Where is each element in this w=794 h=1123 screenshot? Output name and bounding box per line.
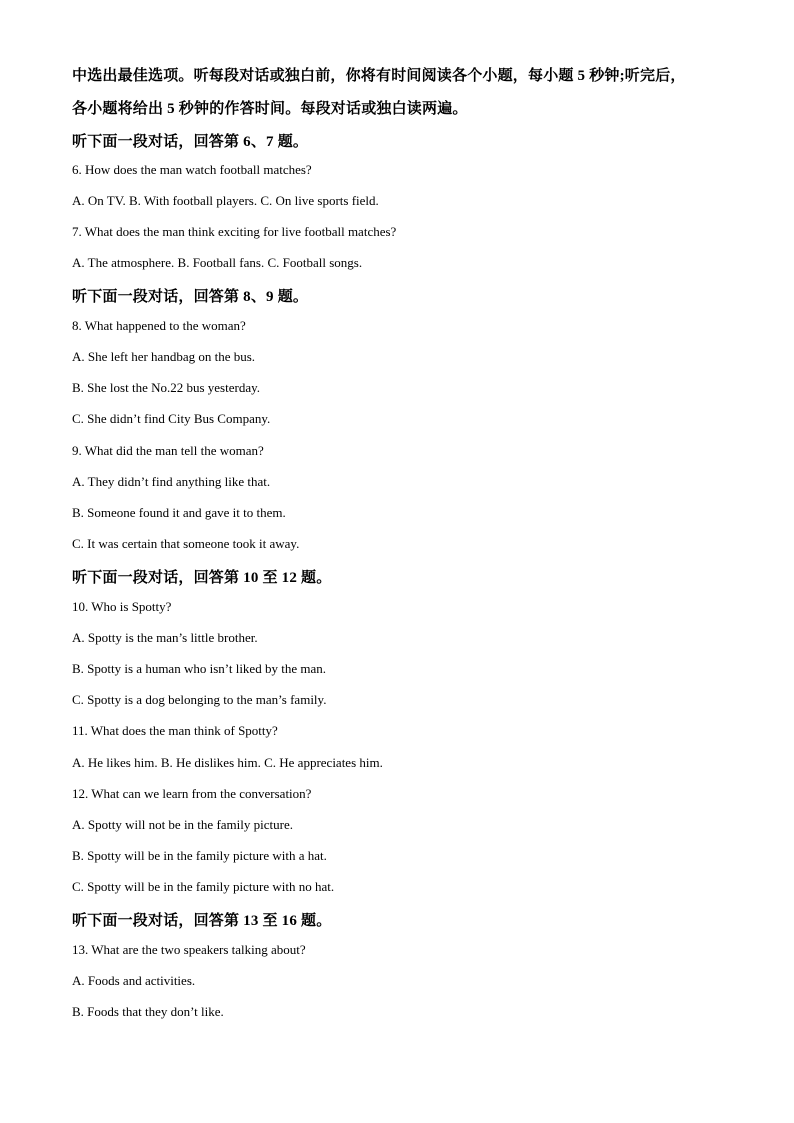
- question-13-option-b: B. Foods that they don’t like.: [72, 1004, 224, 1019]
- question-9-option-a: A. They didn’t find anything like that.: [72, 474, 271, 489]
- question-8: 8. What happened to the woman?: [72, 318, 246, 333]
- question-9-option-b: B. Someone found it and gave it to them.: [72, 505, 286, 520]
- question-12-option-b: B. Spotty will be in the family picture with a hat.: [72, 848, 327, 863]
- question-13: 13. What are the two speakers talking about?: [72, 942, 306, 957]
- section-heading-13-16: 听下面一段对话，回答第 13 至 16 题。: [72, 913, 332, 929]
- section-heading-10-12: 听下面一段对话，回答第 10 至 12 题。: [72, 570, 332, 586]
- question-6: 6. How does the man watch football matches?: [72, 162, 312, 177]
- question-8-option-b: B. She lost the No.22 bus yesterday.: [72, 380, 260, 395]
- question-12: 12. What can we learn from the conversation?: [72, 786, 312, 801]
- question-8-option-c: C. She didn’t find City Bus Company.: [72, 411, 271, 426]
- instruction-line-1: 中选出最佳选项。听每段对话或独白前，你将有时间阅读各个小题，每小题 5 秒钟;听完后，: [72, 68, 686, 84]
- question-7-options: A. The atmosphere. B. Football fans. C. Football songs.: [72, 255, 363, 270]
- question-10-option-b: B. Spotty is a human who isn’t liked by the man.: [72, 661, 326, 676]
- question-10-option-c: C. Spotty is a dog belonging to the man’s family.: [72, 692, 327, 707]
- question-12-option-c: C. Spotty will be in the family picture with no hat.: [72, 879, 335, 894]
- instruction-line-2: 各小题将给出 5 秒钟的作答时间。每段对话或独白读两遍。: [72, 101, 468, 117]
- question-7: 7. What does the man think exciting for live football matches?: [72, 224, 397, 239]
- question-10: 10. Who is Spotty?: [72, 599, 172, 614]
- section-heading-6-7: 听下面一段对话，回答第 6、7 题。: [72, 134, 309, 150]
- question-6-options: A. On TV. B. With football players. C. On live sports field.: [72, 193, 379, 208]
- question-9: 9. What did the man tell the woman?: [72, 443, 264, 458]
- section-heading-8-9: 听下面一段对话，回答第 8、9 题。: [72, 289, 309, 305]
- question-8-option-a: A. She left her handbag on the bus.: [72, 349, 256, 364]
- question-10-option-a: A. Spotty is the man’s little brother.: [72, 630, 258, 645]
- question-11-options: A. He likes him. B. He dislikes him. C. He appreciates him.: [72, 755, 383, 770]
- question-12-option-a: A. Spotty will not be in the family picture.: [72, 817, 293, 832]
- question-11: 11. What does the man think of Spotty?: [72, 723, 278, 738]
- question-13-option-a: A. Foods and activities.: [72, 973, 196, 988]
- question-9-option-c: C. It was certain that someone took it away.: [72, 536, 300, 551]
